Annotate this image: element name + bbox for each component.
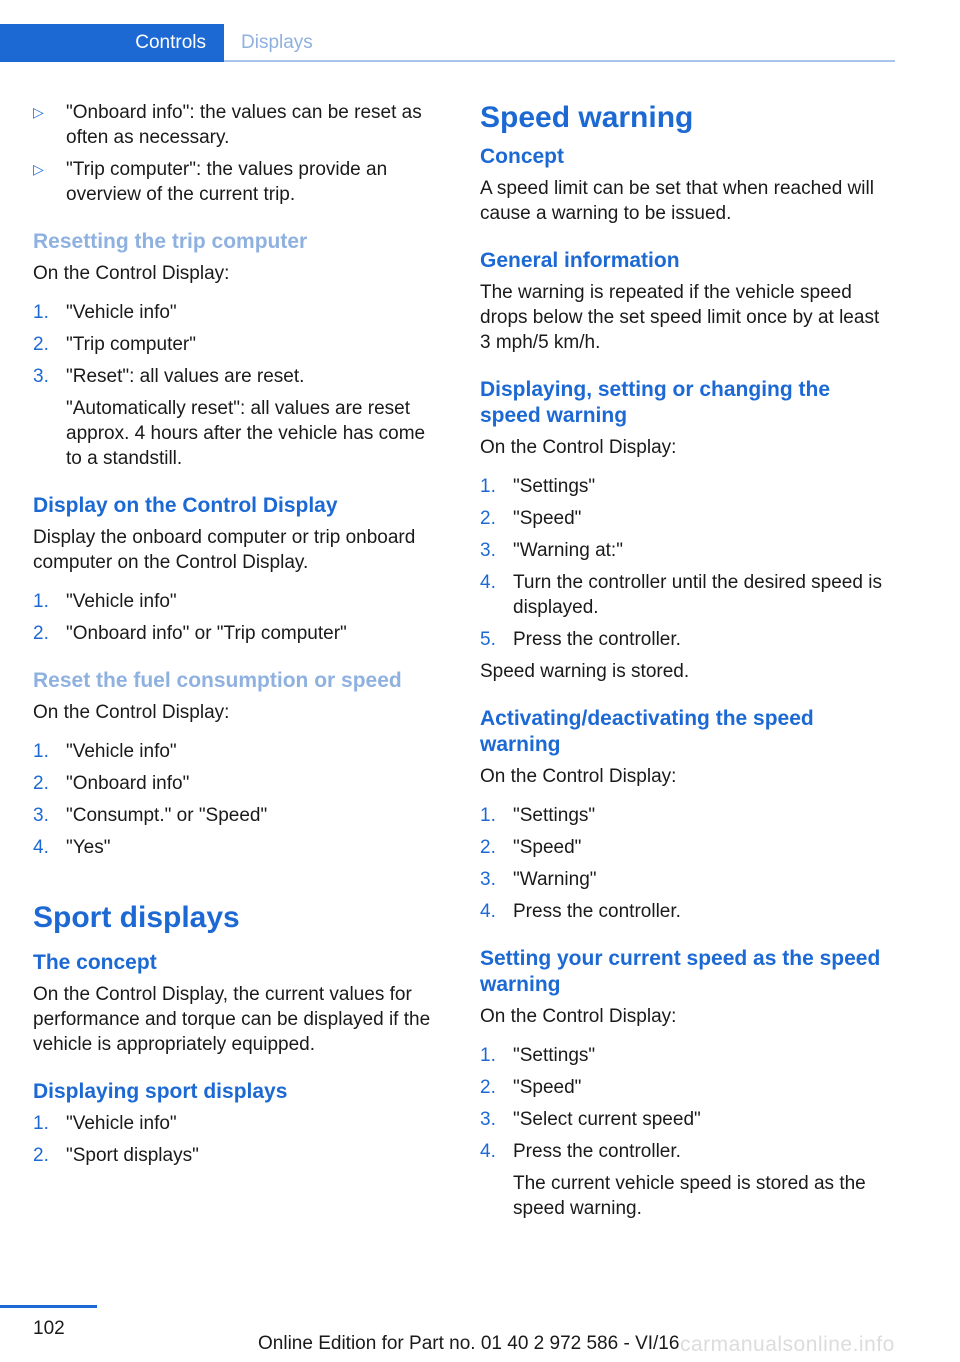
list-item: 1. "Vehicle info" bbox=[33, 302, 177, 323]
list-item: 5. Press the controller. bbox=[480, 629, 681, 650]
intro-text: On the Control Display: bbox=[480, 437, 677, 458]
list-item bbox=[33, 100, 443, 150]
info-bullets bbox=[33, 100, 443, 207]
steps-list bbox=[33, 300, 443, 389]
heading-general-information: General information bbox=[480, 249, 680, 272]
bullet-text: "Onboard info": the values can be reset as often as necessary. bbox=[66, 102, 422, 148]
heading-displaying-setting: Displaying, setting or changing the speed warning bbox=[480, 378, 831, 427]
triangle-bullet-icon: ▷ bbox=[33, 104, 44, 120]
right-column bbox=[480, 100, 895, 1221]
edition-text: Online Edition for Part no. 01 40 2 972 586 - VI/16 bbox=[258, 1333, 680, 1354]
concept-text: On the Control Display, the current values for performance and torque can be displayed if the vehicle is appropriately equipped. bbox=[33, 984, 431, 1055]
list-item: 2. "Speed" bbox=[480, 837, 582, 858]
header-tabs bbox=[0, 24, 895, 62]
list-item: 3. "Warning" bbox=[480, 869, 597, 890]
heading-resetting-trip: Resetting the trip computer bbox=[33, 230, 308, 253]
steps-list bbox=[480, 1043, 895, 1164]
continuation-text: "Automatically reset": all values are reset approx. 4 hours after the vehicle has come to a standstill. bbox=[66, 398, 426, 469]
list-item: 2. "Onboard info" or "Trip computer" bbox=[33, 623, 347, 644]
intro-text: On the Control Display: bbox=[33, 263, 230, 284]
list-item: 2. "Onboard info" bbox=[33, 773, 190, 794]
list-item: 4. "Yes" bbox=[33, 837, 111, 858]
list-item: 4. Turn the controller until the desired speed is displayed. bbox=[480, 572, 882, 618]
list-item: 3. "Consumpt." or "Speed" bbox=[33, 805, 268, 826]
left-column bbox=[33, 100, 443, 1175]
list-item: 1. "Settings" bbox=[480, 805, 596, 826]
heading-display-cd: Display on the Control Display bbox=[33, 494, 338, 517]
tab-controls[interactable]: Controls bbox=[0, 24, 224, 62]
heading-reset-fuel: Reset the fuel consumption or speed bbox=[33, 669, 402, 692]
triangle-bullet-icon: ▷ bbox=[33, 161, 44, 177]
list-item: 1. "Settings" bbox=[480, 1045, 596, 1066]
heading-the-concept: The concept bbox=[33, 951, 157, 974]
heading-displaying-sport: Displaying sport displays bbox=[33, 1080, 288, 1103]
list-item: 3. "Warning at:" bbox=[480, 540, 623, 561]
list-item: 1. "Vehicle info" bbox=[33, 591, 177, 612]
list-item: 2. "Trip computer" bbox=[33, 334, 196, 355]
heading-sport-displays: Sport displays bbox=[33, 901, 240, 934]
steps-list bbox=[480, 803, 895, 924]
footer-rule bbox=[0, 1305, 97, 1308]
watermark: carmanualsonline.info bbox=[680, 1333, 895, 1356]
list-item: 1. "Settings" bbox=[480, 476, 596, 497]
list-item: 1. "Vehicle info" bbox=[33, 1113, 177, 1134]
intro-text: On the Control Display: bbox=[480, 1006, 677, 1027]
heading-activating: Activating/deactivating the speed warning bbox=[480, 707, 814, 756]
tab-displays[interactable]: Displays bbox=[241, 32, 313, 53]
heading-concept: Concept bbox=[480, 145, 564, 168]
list-item: 2. "Speed" bbox=[480, 1077, 582, 1098]
general-text: The warning is repeated if the vehicle speed drops below the set speed limit once by at least 3 mph/5 km/h. bbox=[480, 282, 880, 353]
list-item: 2. "Speed" bbox=[480, 508, 582, 529]
page-number: 102 bbox=[33, 1318, 65, 1339]
steps-list bbox=[33, 739, 443, 860]
concept-text: A speed limit can be set that when reached will cause a warning to be issued. bbox=[480, 178, 874, 224]
heading-setting-current: Setting your current speed as the speed warning bbox=[480, 947, 881, 996]
steps-list bbox=[33, 589, 443, 646]
intro-text: Display the onboard computer or trip onboard computer on the Control Display. bbox=[33, 527, 416, 573]
list-item bbox=[33, 157, 443, 207]
heading-speed-warning: Speed warning bbox=[480, 101, 694, 134]
list-item: 3. "Select current speed" bbox=[480, 1109, 701, 1130]
continuation-text: The current vehicle speed is stored as the speed warning. bbox=[513, 1173, 866, 1219]
header-divider bbox=[224, 60, 895, 62]
list-item: 1. "Vehicle info" bbox=[33, 741, 177, 762]
list-item: 4. Press the controller. bbox=[480, 1141, 681, 1162]
list-item: 2. "Sport displays" bbox=[33, 1145, 199, 1166]
intro-text: On the Control Display: bbox=[480, 766, 677, 787]
intro-text: On the Control Display: bbox=[33, 702, 230, 723]
list-item: 3. "Reset": all values are reset. bbox=[33, 366, 305, 387]
steps-list bbox=[33, 1111, 443, 1168]
steps-list bbox=[480, 474, 895, 652]
stored-text: Speed warning is stored. bbox=[480, 661, 690, 682]
list-item: 4. Press the controller. bbox=[480, 901, 681, 922]
bullet-text: "Trip computer": the values provide an overview of the current trip. bbox=[66, 159, 388, 205]
